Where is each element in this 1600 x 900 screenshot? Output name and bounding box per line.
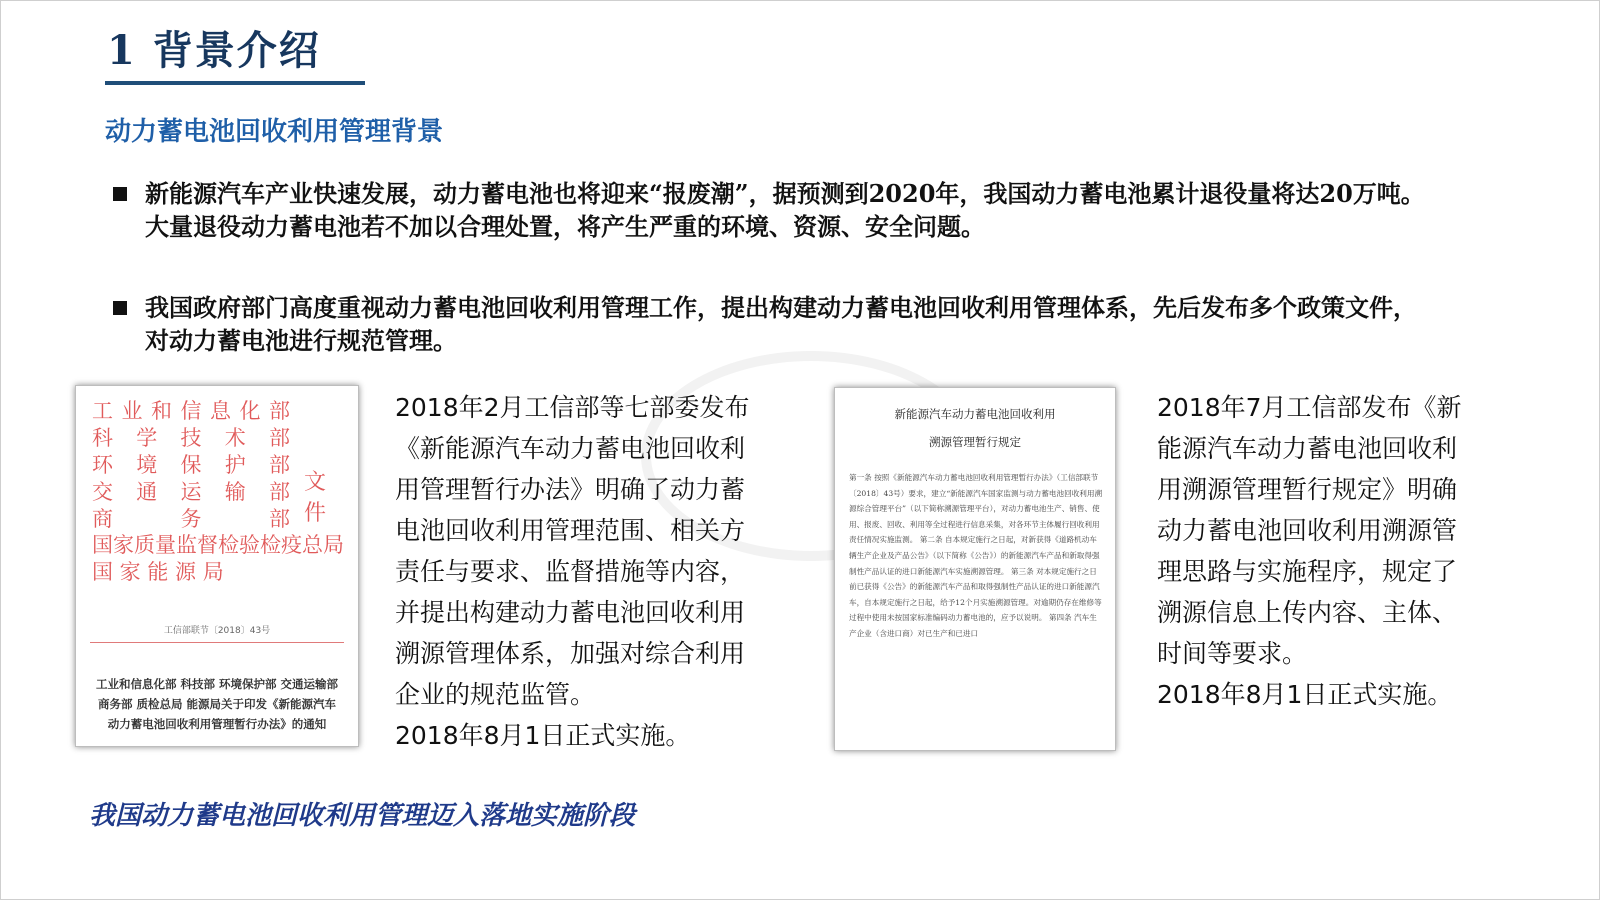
description-line: 溯源信息上传内容、主体、 xyxy=(1157,598,1458,627)
ministry-row xyxy=(92,479,290,506)
ministry-row xyxy=(92,452,290,479)
policy-description-2 xyxy=(1157,387,1487,715)
header-char: 环 xyxy=(92,453,113,477)
header-char: 运 xyxy=(180,480,202,504)
description-line: 用管理暂行办法》明确了动力蓄 xyxy=(395,475,746,504)
header-char: 和 xyxy=(151,399,172,423)
policy-description-1 xyxy=(395,387,775,756)
description-line: 2018年8月1日正式实施。 xyxy=(1157,680,1453,709)
header-char: 商 xyxy=(92,507,113,531)
description-line: 2018年8月1日正式实施。 xyxy=(395,721,691,750)
regulation-title xyxy=(835,400,1115,456)
document-number: 工信部联节〔2018〕43号 xyxy=(163,626,271,636)
notice-line: 动力蓄电池回收利用管理暂行办法》的通知 xyxy=(107,717,327,731)
notice-line: 商务部 质检总局 能源局关于印发《新能源汽车 xyxy=(97,697,336,711)
bullet-item xyxy=(113,291,1435,357)
ministry-row xyxy=(92,506,290,533)
header-char: 部 xyxy=(269,399,290,423)
description-line: 溯源管理体系，加强对综合利用 xyxy=(395,639,746,668)
header-char: 业 xyxy=(121,399,143,423)
header-char: 息 xyxy=(210,399,231,423)
header-char: 部 xyxy=(269,426,290,450)
description-line: 电池回收利用管理范围、相关方 xyxy=(395,516,746,545)
regulation-title-line: 新能源汽车动力蓄电池回收利用 xyxy=(894,407,1056,421)
policy-document-image-1 xyxy=(75,385,359,747)
header-char: 信 xyxy=(180,399,202,423)
description-line: 理思路与实施程序，规定了 xyxy=(1157,557,1458,586)
ministry-header xyxy=(92,398,290,533)
header-char: 部 xyxy=(269,507,290,531)
notice-title xyxy=(86,674,348,734)
document-word: 文件 xyxy=(304,470,333,526)
square-bullet-icon xyxy=(113,301,127,315)
notice-line: 工业和信息化部 科技部 环境保护部 交通运输部 xyxy=(95,677,338,691)
description-line: 《新能源汽车动力蓄电池回收利 xyxy=(395,434,746,463)
description-line: 责任与要求、监督措施等内容， xyxy=(395,557,746,586)
regulation-title-line: 溯源管理暂行规定 xyxy=(929,435,1021,449)
header-line: 国 家 能 源 局 xyxy=(92,560,224,584)
square-bullet-icon xyxy=(113,187,127,201)
bullet-text: 我国政府部门高度重视动力蓄电池回收利用管理工作，提出构建动力蓄电池回收利用管理体系，先后发布多个政策文件，对动力蓄电池进行规范管理。 xyxy=(145,293,1417,355)
section-title: 1 背景介绍 xyxy=(107,27,321,74)
description-line: 并提出构建动力蓄电池回收利用 xyxy=(395,598,746,627)
description-line: 2018年2月工信部等七部委发布 xyxy=(395,393,750,422)
header-line: 国家质量监督检验检疫总局 xyxy=(92,533,344,557)
description-line: 用溯源管理暂行规定》明确 xyxy=(1157,475,1458,504)
ministry-row xyxy=(92,398,290,425)
header-char: 技 xyxy=(180,426,202,450)
description-line: 时间等要求。 xyxy=(1157,639,1308,668)
header-char: 学 xyxy=(136,426,158,450)
header-char: 境 xyxy=(136,453,158,477)
description-line: 2018年7月工信部发布《新 xyxy=(1157,393,1462,422)
header-char: 化 xyxy=(239,399,261,423)
header-char: 术 xyxy=(224,426,246,450)
header-char: 部 xyxy=(269,480,290,504)
header-char: 务 xyxy=(180,507,202,531)
bullet-item xyxy=(113,177,1435,243)
ministry-header-lower xyxy=(92,532,344,586)
description-line: 能源汽车动力蓄电池回收利 xyxy=(1157,434,1458,463)
header-char: 护 xyxy=(224,453,246,477)
description-line: 动力蓄电池回收利用溯源管 xyxy=(1157,516,1458,545)
policy-document-image-2 xyxy=(834,387,1116,751)
bullet-text: 新能源汽车产业快速发展，动力蓄电池也将迎来“报废潮”，据预测到2020年，我国动力蓄电池累计退役量将达20万吨。大量退役动力蓄电池若不加以合理处置，将产生严重的环境、资源、安全问题。 xyxy=(145,179,1425,241)
header-char: 交 xyxy=(92,480,113,504)
header-char: 输 xyxy=(224,480,246,504)
red-divider xyxy=(90,642,344,643)
header-char: 工 xyxy=(92,399,113,423)
title-underline xyxy=(105,81,365,85)
header-char: 通 xyxy=(136,480,158,504)
header-char: 部 xyxy=(269,453,290,477)
ministry-row xyxy=(92,425,290,452)
header-char: 保 xyxy=(180,453,202,477)
section-subtitle: 动力蓄电池回收利用管理背景 xyxy=(105,117,444,147)
regulation-body: 第一条 按照《新能源汽车动力蓄电池回收利用管理暂行办法》（工信部联节〔2018〕43号）要求，建立“新能源汽车国家监测与动力蓄电池回收利用溯源综合管理平台”（以下简称溯源管理平台），对动力蓄电池生产、销售、使用、报废、回收、利用等全过程进行信息采集，对各环节主体履行回收利用责任情况实施监测。 第二条 自本规定施行之日起，对新获得《道路机动车辆生产企业及产品公告》（以下简称《公告》）的新能源汽车产品和新取得强制性产品认证的进口新能源汽车实施溯源管理。 第三条 对本规定施行之日前已获得《公告》的新能源汽车产品和取得强制性产品认证的进口新能源汽车，自本规定施行之日起，给予12个月实施溯源管理。对逾期仍存在维修等过程中使用未按国家标准编码动力蓄电池的，应予以说明。 第四条 汽车生产企业（含进口商）对已生产和已进口 xyxy=(849,473,1103,638)
header-char: 科 xyxy=(92,426,113,450)
description-line: 企业的规范监管。 xyxy=(395,680,596,709)
conclusion-text: 我国动力蓄电池回收利用管理迈入落地实施阶段 xyxy=(89,801,636,831)
